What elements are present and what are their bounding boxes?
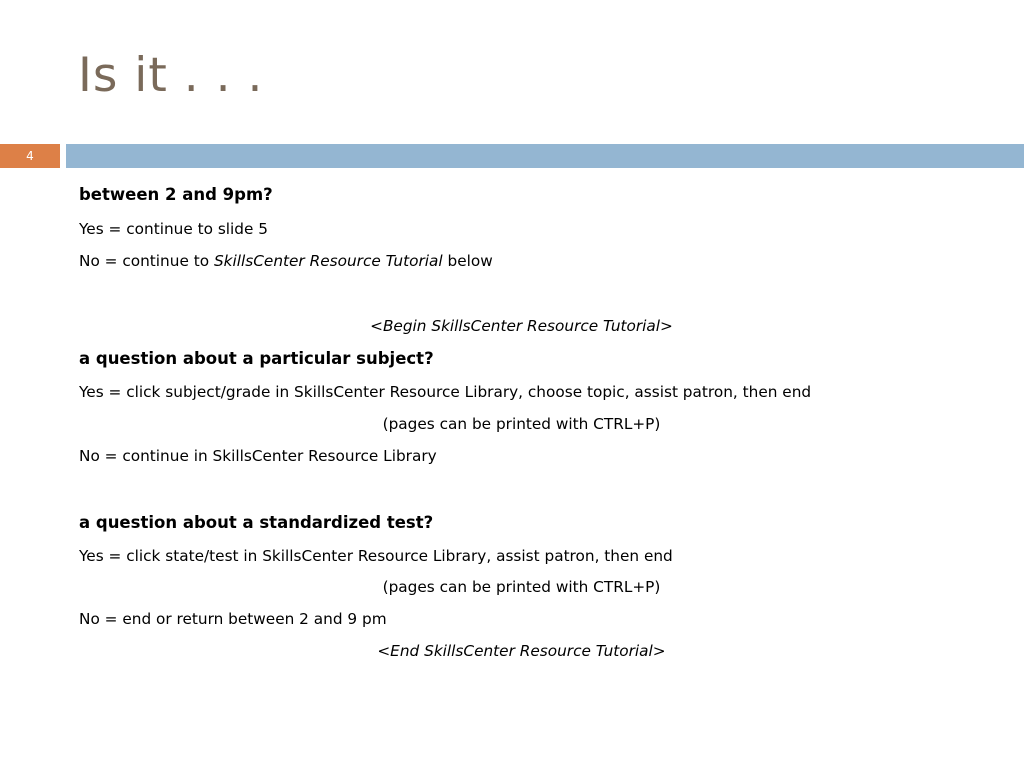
answer-no-prefix: No = continue to — [79, 252, 214, 270]
slide-number: 4 — [0, 144, 60, 168]
question-test: a question about a standardized test? — [79, 513, 434, 532]
begin-tutorial-marker: <Begin SkillsCenter Resource Tutorial> — [370, 317, 673, 335]
slide-title: Is it . . . — [78, 48, 264, 103]
answer-no-time — [79, 250, 979, 272]
tutorial-name: SkillsCenter Resource Tutorial — [213, 252, 443, 270]
answer-no-test: No = end or return between 2 and 9 pm — [79, 610, 387, 628]
end-tutorial-marker: <End SkillsCenter Resource Tutorial> — [377, 642, 666, 660]
print-note-subject: (pages can be printed with CTRL+P) — [382, 415, 661, 433]
header-bar — [66, 144, 1024, 168]
question-time: between 2 and 9pm? — [79, 185, 273, 204]
answer-no-subject: No = continue in SkillsCenter Resource Library — [79, 447, 437, 465]
print-note-test: (pages can be printed with CTRL+P) — [382, 578, 661, 596]
answer-yes-subject: Yes = click subject/grade in SkillsCenter Resource Library, choose topic, assist patron, then end — [79, 383, 812, 401]
question-subject: a question about a particular subject? — [79, 349, 434, 368]
answer-no-suffix: below — [442, 252, 493, 270]
answer-yes-time: Yes = continue to slide 5 — [79, 220, 269, 238]
answer-yes-test: Yes = click state/test in SkillsCenter Resource Library, assist patron, then end — [79, 547, 673, 565]
